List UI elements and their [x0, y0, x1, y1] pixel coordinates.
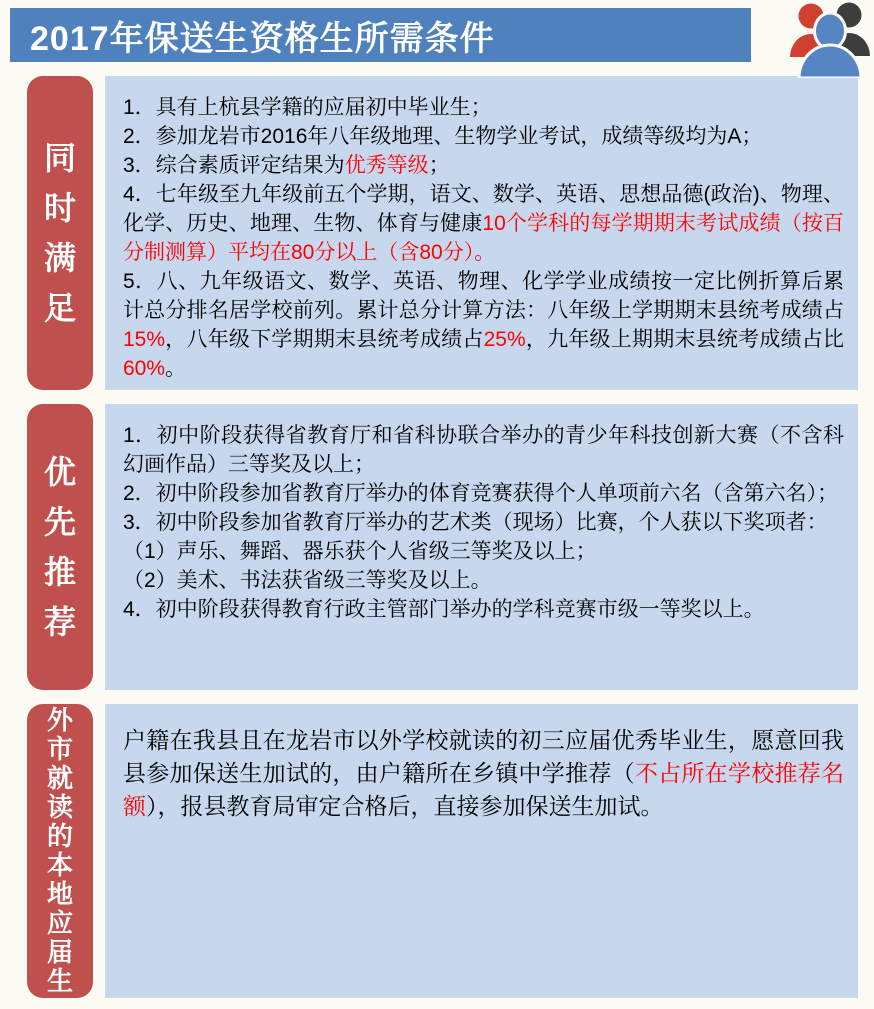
- content-paragraph: [123, 595, 844, 624]
- content-paragraph: [123, 122, 844, 151]
- label-char: 外: [46, 705, 73, 735]
- highlighted-text: 10个学科的每学期期末考试成绩（按百分制测算）平均在80分以上（含80分）。: [123, 212, 844, 264]
- content-paragraph: [123, 566, 844, 595]
- label-char: 同: [43, 140, 76, 176]
- label-char: 的: [46, 821, 73, 851]
- highlighted-text: 25%: [483, 328, 526, 351]
- content-paragraph: [123, 421, 844, 479]
- body-text: 2．初中阶段参加省教育厅举办的体育竞赛获得个人单项前六名（含第六名）；: [123, 482, 839, 505]
- body-text: 3．综合素质评定结果为: [123, 154, 345, 177]
- label-char: 先: [43, 504, 76, 540]
- label-char: 推: [43, 554, 76, 590]
- label-char: 市: [46, 734, 73, 764]
- body-text: （1）声乐、舞蹈、器乐获个人省级三等奖及以上；: [123, 540, 597, 563]
- section-panel-youxian-tuijian: [105, 404, 858, 690]
- label-char: 本: [46, 850, 73, 880]
- content-paragraph: [123, 724, 844, 823]
- body-text: （2）美术、书法获省级三等奖及以上。: [123, 569, 492, 592]
- body-text: 1．初中阶段获得省教育厅和省科协联合举办的青少年科技创新大赛（不含科幻画作品）三等奖及以上；: [123, 424, 844, 476]
- people-group-icon: [786, 0, 874, 78]
- content-paragraph: [123, 267, 844, 383]
- content-paragraph: [123, 537, 844, 566]
- label-char: 读: [46, 792, 73, 822]
- section-label-tongshi-manzu: [27, 76, 93, 390]
- body-text: 户籍在我县且在龙岩市以外学校就读的初三应届优秀毕业生，愿意回我县参加保送生加试的，由户籍所在乡镇中学推荐（: [123, 727, 844, 786]
- section-label-waishi-jiudu: [27, 704, 93, 998]
- section-panel-tongshi-manzu: [105, 76, 858, 390]
- content-paragraph: [123, 93, 844, 122]
- highlighted-text: 优秀等级: [344, 154, 429, 177]
- label-char: 满: [43, 240, 76, 276]
- page-title-bar: [10, 8, 751, 62]
- highlighted-text: 60%: [123, 357, 166, 380]
- label-char: 足: [43, 290, 76, 326]
- body-text: 4．七年级至九年级前五个学期，语文、数学、英语、思想品德(政治)、物理、化学、历史、地理、生物、体育与健康: [123, 183, 844, 235]
- body-text: 。: [165, 357, 187, 380]
- body-text: 4．初中阶段获得教育行政主管部门举办的学科竞赛市级一等奖以上。: [123, 598, 765, 621]
- highlighted-text: 不占所在学校推荐名额: [123, 760, 845, 819]
- label-char: 荐: [43, 604, 76, 640]
- label-char: 届: [46, 937, 73, 967]
- body-text: ），报县教育局审定合格后，直接参加保送生加试。: [146, 793, 664, 819]
- section-waishi-jiudu: [27, 704, 858, 998]
- label-char: 应: [46, 908, 73, 938]
- section-tongshi-manzu: [27, 76, 858, 390]
- label-char: 生: [46, 966, 73, 996]
- page-title: 2017年保送生资格生所需条件: [30, 19, 495, 58]
- body-text: 1．具有上杭县学籍的应届初中毕业生；: [123, 96, 492, 119]
- highlighted-text: 15%: [123, 328, 166, 351]
- body-text: 5．八、九年级语文、数学、英语、物理、化学学业成绩按一定比例折算后累计总分排名居学校前列。累计总分计算方法：八年级上学期期末县统考成绩占: [123, 270, 844, 322]
- label-char: 地: [46, 879, 73, 909]
- section-youxian-tuijian: [27, 404, 858, 690]
- sections-container: [0, 76, 874, 998]
- content-paragraph: [123, 508, 844, 537]
- content-paragraph: [123, 479, 844, 508]
- section-label-youxian-tuijian: [27, 404, 93, 690]
- body-text: 3．初中阶段参加省教育厅举办的艺术类（现场）比赛，个人获以下奖项者：: [123, 511, 828, 534]
- label-char: 就: [46, 763, 73, 793]
- section-panel-waishi-jiudu: [105, 704, 858, 998]
- label-char: 优: [43, 454, 76, 490]
- content-paragraph: [123, 180, 844, 267]
- body-text: ；: [428, 154, 450, 177]
- body-text: ，八年级下学期期末县统考成绩占: [165, 328, 484, 351]
- header: [0, 0, 874, 62]
- people-group-svg: [786, 0, 874, 78]
- content-paragraph: [123, 151, 844, 180]
- body-text: ，九年级上期期末县统考成绩占比: [525, 328, 845, 351]
- body-text: 2．参加龙岩市2016年八年级地理、生物学业考试，成绩等级均为A；: [123, 125, 763, 148]
- label-char: 时: [43, 190, 76, 226]
